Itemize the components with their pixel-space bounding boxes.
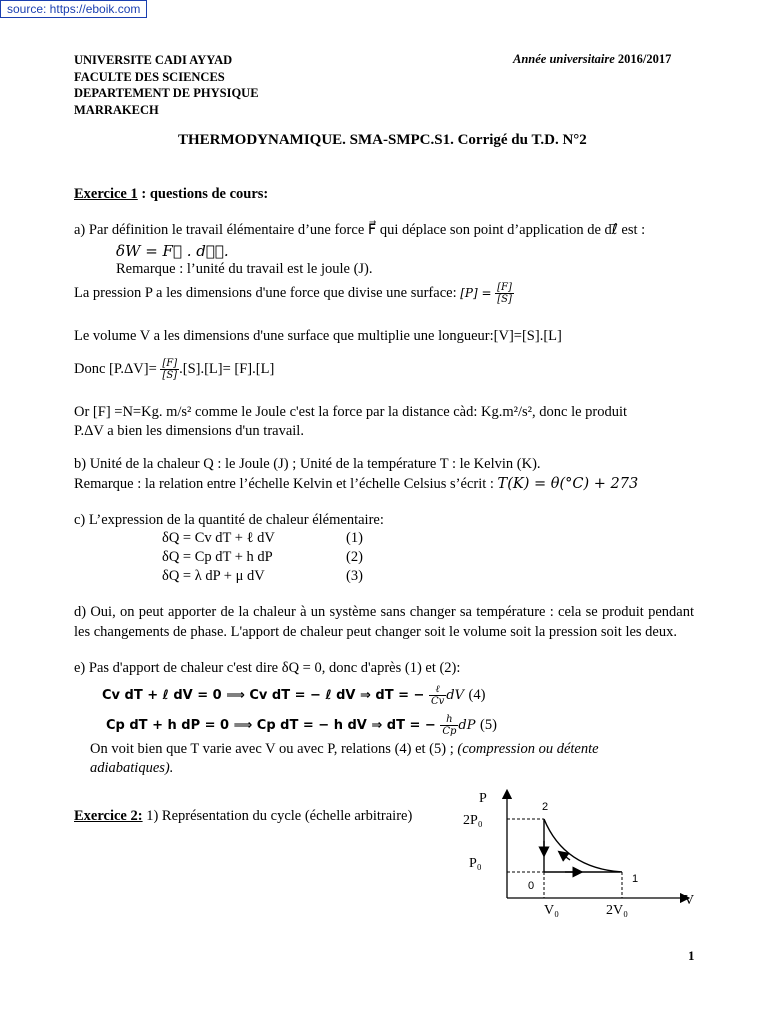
- eq-4: [102, 684, 485, 707]
- institution-block: [74, 52, 259, 118]
- ex1-volume-line: Le volume V a les dimensions d'une surface que multiplie une longueur:[V]=[S].[L]: [74, 328, 562, 344]
- donc-fraction: [160, 358, 179, 381]
- fraction-numerator: ℓ: [429, 684, 446, 696]
- ex1-heading-label: Exercice 1: [74, 186, 138, 202]
- conclusion-italic: (compression ou détente: [457, 741, 599, 757]
- tick-v0: V₀: [544, 903, 559, 918]
- point-1-label: 1: [632, 873, 639, 885]
- axis-p-label: P: [479, 791, 487, 806]
- fraction-numerator: [F]: [162, 358, 178, 369]
- page-title: THERMODYNAMIQUE. SMA-SMPC.S1. Corrigé du T.D. N°2: [178, 132, 587, 148]
- point-2-label: 2: [542, 801, 549, 813]
- year-label: Année universitaire: [513, 52, 615, 66]
- pressure-text: La pression P a les dimensions d'une force que divise une surface:: [74, 284, 457, 301]
- fraction-numerator: h: [440, 714, 458, 726]
- kelvin-remark: Remarque : la relation entre l’échelle Kelvin et l’échelle Celsius s’écrit :: [74, 476, 494, 492]
- eq-4-number: (4): [468, 687, 486, 703]
- donc-text-a: Donc [P.ΔV]=: [74, 360, 157, 377]
- fraction-denominator: [S]: [497, 294, 512, 305]
- point-0-label: 0: [528, 880, 535, 892]
- ex2-line: [74, 808, 412, 825]
- pv-cycle-diagram: [460, 786, 700, 920]
- ex1-a-formula: δW = F⃗ . dℓ⃗.: [116, 242, 229, 260]
- page-number: 1: [688, 948, 695, 963]
- eq-5-tail: dP: [458, 718, 476, 733]
- ex1-donc-line: [74, 358, 274, 381]
- ex1-or-line-1: Or [F] =N=Kg. m/s² comme le Joule c'est la force par la distance càd: Kg.m²/s², donc le produit: [74, 404, 628, 420]
- eq-1: δQ = Cv dT + ℓ dV: [162, 530, 275, 546]
- eq-5-number: (5): [480, 717, 497, 733]
- ex1-heading: [74, 186, 268, 203]
- ex1-pressure-line: [74, 282, 514, 305]
- academic-year: [513, 52, 671, 67]
- fraction-denominator: Cv: [430, 696, 445, 707]
- institution-line: DEPARTEMENT DE PHYSIQUE: [74, 86, 259, 100]
- ex1-c-line: c) L’expression de la quantité de chaleur élémentaire:: [74, 512, 384, 528]
- eq-5-body: Cp dT + h dP = 0 ⟹ Cp dT = − h dV ⇒ dT = −: [106, 718, 436, 733]
- year-value: 2016/2017: [617, 52, 672, 66]
- ex1-b-line-1: b) Unité de la chaleur Q : le Joule (J) ; Unité de la température T : le Kelvin (K).: [74, 456, 541, 472]
- eq-1-number: (1): [346, 530, 363, 546]
- conclusion-text: On voit bien que T varie avec V ou avec P, relations (4) et (5) ;: [90, 741, 454, 757]
- pressure-fraction: [495, 282, 514, 305]
- ex1-conclusion-1: [90, 741, 599, 758]
- institution-line: FACULTE DES SCIENCES: [74, 69, 225, 84]
- ex2-heading: Exercice 2:: [74, 808, 143, 824]
- kelvin-formula: T(K) = θ(°C) + 273: [497, 476, 639, 492]
- institution-line: UNIVERSITE CADI AYYAD: [74, 53, 233, 67]
- eq-2: δQ = Cp dT + h dP: [162, 549, 273, 565]
- eq-3: δQ = λ dP + μ dV: [162, 568, 265, 584]
- eq-3-number: (3): [346, 568, 363, 584]
- pressure-lhs: [P] =: [460, 285, 492, 300]
- eq-5: [106, 714, 497, 737]
- tick-p0: P₀: [469, 856, 482, 871]
- source-label: source: https://eboik.com: [0, 0, 147, 18]
- ex1-conclusion-2: adiabatiques).: [90, 760, 174, 776]
- ex1-d-paragraph: d) Oui, on peut apporter de la chaleur à un système sans changer sa température : cela se produit pendant les changements de phase. L'apport de chaleur peut changer soit le volume soit la pression soit les deux.: [74, 604, 694, 640]
- fraction-numerator: [F]: [497, 282, 512, 293]
- curve-1-2: [544, 819, 622, 872]
- fraction-denominator: Cp: [442, 726, 457, 737]
- tick-2v0: 2V₀: [606, 903, 628, 918]
- ex1-e-line: e) Pas d'apport de chaleur c'est dire δQ = 0, donc d'après (1) et (2):: [74, 660, 461, 676]
- eq-2-number: (2): [346, 549, 363, 565]
- arrow-1-2: [562, 854, 570, 860]
- eq-4-fraction: [429, 684, 446, 707]
- ex1-a-remark: Remarque : l’unité du travail est le joule (J).: [116, 261, 373, 277]
- donc-text-b: .[S].[L]= [F].[L]: [179, 360, 275, 377]
- eq-5-fraction: [440, 714, 458, 737]
- fraction-denominator: [S]: [162, 370, 178, 381]
- eq-4-body: Cv dT + ℓ dV = 0 ⟹ Cv dT = − ℓ dV ⇒ dT = −: [102, 688, 425, 703]
- ex2-text: 1) Représentation du cycle (échelle arbitraire): [146, 808, 413, 824]
- eq-4-tail: dV: [446, 688, 464, 703]
- ex1-a-line: a) Par définition le travail élémentaire d’une force F⃗ qui déplace son point d’application de dℓ⃗ est :: [74, 222, 646, 238]
- tick-2p0: 2P₀: [463, 813, 483, 828]
- ex1-b-line-2: [74, 476, 638, 493]
- ex1-heading-rest: : questions de cours:: [137, 186, 269, 202]
- institution-line: MARRAKECH: [74, 102, 159, 117]
- axis-v-label: V: [684, 893, 695, 908]
- ex1-or-line-2: P.ΔV a bien les dimensions d'un travail.: [74, 423, 304, 439]
